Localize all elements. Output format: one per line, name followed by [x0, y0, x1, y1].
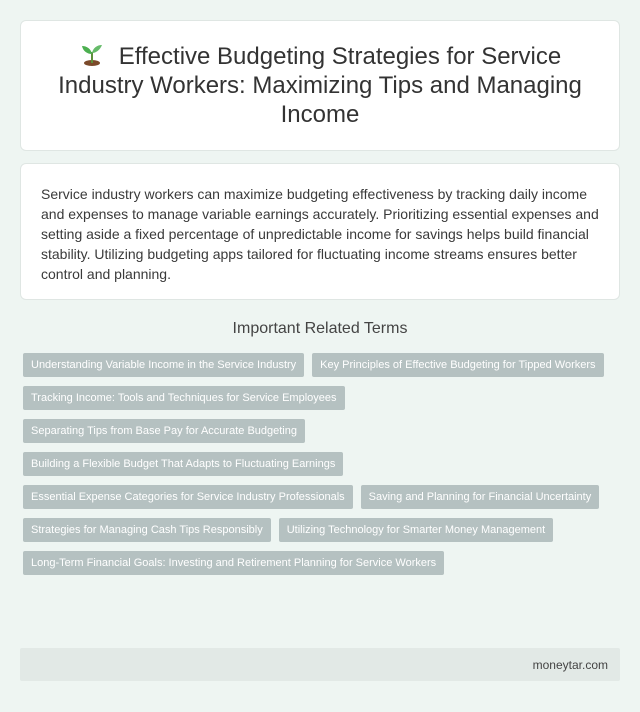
- related-term-tag[interactable]: Building a Flexible Budget That Adapts to Fluctuating Earnings: [23, 452, 343, 476]
- related-term-tag[interactable]: Separating Tips from Base Pay for Accurate Budgeting: [23, 419, 305, 443]
- related-term-tag[interactable]: Key Principles of Effective Budgeting for Tipped Workers: [312, 353, 603, 377]
- related-terms-list: [23, 353, 617, 575]
- footer: [20, 648, 620, 681]
- page-title-text: Effective Budgeting Strategies for Service Industry Workers: Maximizing Tips and Managing Income: [58, 43, 582, 128]
- title-card: [20, 20, 620, 151]
- related-term-tag[interactable]: Strategies for Managing Cash Tips Responsibly: [23, 518, 271, 542]
- page-title: [21, 42, 619, 129]
- related-terms-heading: Important Related Terms: [232, 320, 408, 337]
- summary-card: [20, 163, 620, 300]
- related-term-tag[interactable]: Understanding Variable Income in the Service Industry: [23, 353, 304, 377]
- related-term-tag[interactable]: Essential Expense Categories for Service Industry Professionals: [23, 485, 353, 509]
- related-term-tag[interactable]: Long-Term Financial Goals: Investing and Retirement Planning for Service Workers: [23, 551, 444, 575]
- related-term-tag[interactable]: Tracking Income: Tools and Techniques for Service Employees: [23, 386, 345, 410]
- related-term-tag[interactable]: Utilizing Technology for Smarter Money Management: [279, 518, 553, 542]
- sprout-icon: [79, 44, 105, 66]
- summary-text: Service industry workers can maximize budgeting effectiveness by tracking daily income and expenses to manage variable earnings accurately. Prioritizing essential expenses and setting aside a fixed percentage of unpredictable income for savings helps build financial stability. Utilizing budgeting apps tailored for fluctuating income streams ensures better control and planning.: [41, 186, 599, 282]
- related-term-tag[interactable]: Saving and Planning for Financial Uncertainty: [361, 485, 600, 509]
- footer-site-link[interactable]: moneytar.com: [532, 657, 608, 672]
